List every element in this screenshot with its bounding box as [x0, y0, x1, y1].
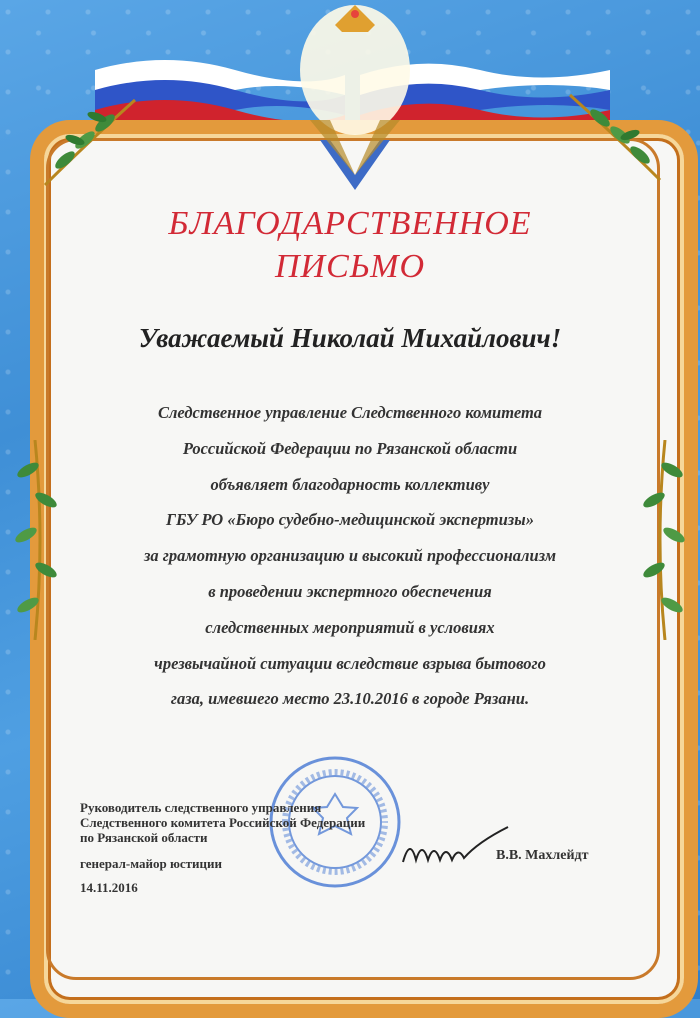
- letter-date: 14.11.2016: [80, 880, 138, 895]
- laurel-branch-top-right-icon: [560, 80, 670, 190]
- laurel-branch-top-left-icon: [35, 85, 145, 195]
- body-line: в проведении экспертного обеспечения: [208, 581, 492, 601]
- signatory-position-line: по Рязанской области: [80, 830, 208, 845]
- title-line-2: ПИСЬМО: [274, 248, 426, 285]
- body-line: чрезвычайной ситуации вследствие взрыва бытового: [154, 653, 546, 673]
- title-line-1: БЛАГОДАРСТВЕННОЕ: [168, 205, 532, 242]
- body-line: Следственное управление Следственного комитета: [157, 403, 543, 422]
- body-line: Российской Федерации по Рязанской области: [182, 438, 518, 458]
- handwritten-signature-icon: [398, 822, 518, 872]
- laurel-branch-right-icon: [640, 440, 690, 640]
- signatory-rank: генерал-майор юстиции: [80, 856, 223, 871]
- signatory-position-line: Следственного комитета Российской Федерации: [80, 815, 366, 830]
- body-line: следственных мероприятий в условиях: [205, 617, 495, 637]
- signatory-block: [80, 800, 365, 895]
- letter-body: [80, 395, 620, 717]
- signatory-position-line: Руководитель следственного управления: [80, 800, 322, 815]
- salutation: Уважаемый Николай Михайлович!: [138, 323, 562, 353]
- body-line: ГБУ РО «Бюро судебно-медицинской экспертизы»: [166, 510, 534, 530]
- body-line: за грамотную организацию и высокий профессионализм: [143, 546, 556, 566]
- body-line: газа, имевшего место 23.10.2016 в городе Рязани.: [170, 689, 530, 709]
- emblem-icon: [290, 0, 420, 200]
- signatory-name: В.В. Махлейдт: [496, 848, 589, 863]
- laurel-branch-left-icon: [10, 440, 60, 640]
- body-line: объявляет благодарность коллективу: [210, 474, 490, 494]
